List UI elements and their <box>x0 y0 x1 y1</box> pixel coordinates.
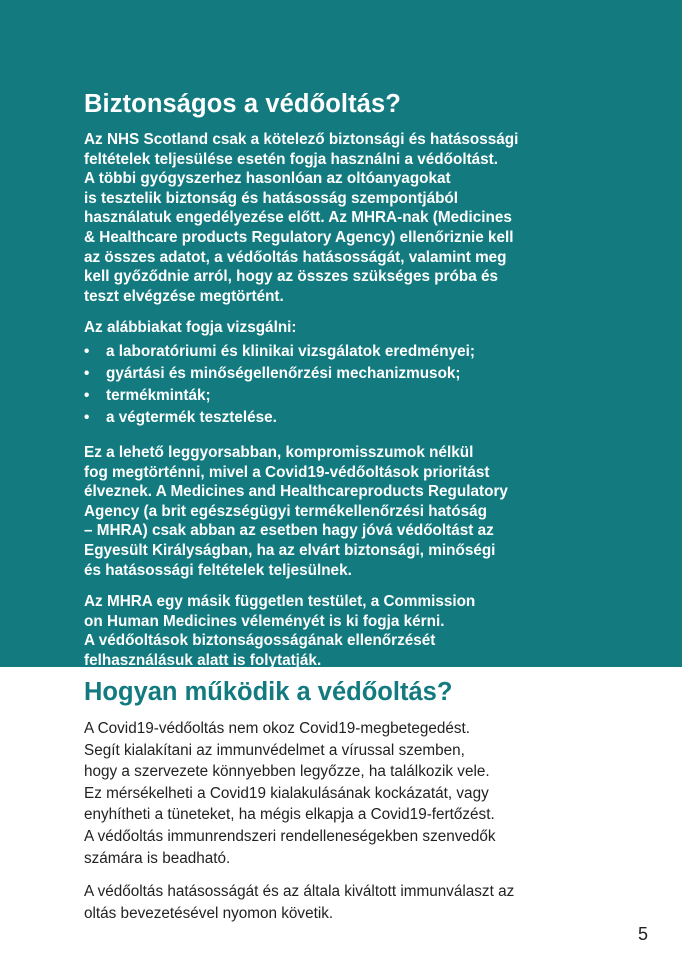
check-list-intro: Az alábbiakat fogja vizsgálni: <box>84 319 297 337</box>
list-item <box>84 363 644 385</box>
bullet-icon: • <box>84 386 90 404</box>
safety-paragraph-2: Ez a lehető leggyorsabban, kompromisszumok nélkül fog megtörténni, mivel a Covid19-védőoltások prioritást élveznek. A Medicines and Healthcareproducts Regulatory Agency (a brit egészségügyi termékellenőrzési hatóság – MHRA) csak abban az esetben hagy jóvá védőoltást az Egyesült Királyságban, ha az elvárt biztonsági, minőségi és hatásossági feltételek teljesülnek. <box>84 443 508 579</box>
check-list <box>84 341 644 429</box>
how-it-works-section <box>84 676 644 936</box>
section-title-safety: Biztonságos a védőoltás? <box>84 90 401 118</box>
safety-paragraph-1: Az NHS Scotland csak a kötelező biztonsági és hatásossági feltételek teljesülése esetén fogja használni a védőoltást. A többi gyógyszerhez hasonlóan az oltóanyagokat is tesztelik biztonság és hatásosság szempontjából használatuk engedélyezése előtt. Az MHRA-nak (Medicines & Healthcare products Regulatory Agency) ellenőriznie kell az összes adatot, a védőoltás hatásosságát, valamint meg kell győződnie arról, hogy az összes szükséges próba és teszt elvégzése megtörtént. <box>84 131 519 305</box>
list-item <box>84 341 644 363</box>
list-item-text: termékminták; <box>106 386 211 404</box>
bullet-icon: • <box>84 364 90 382</box>
list-item-text: a végtermék tesztelése. <box>106 408 277 426</box>
section-title-how-it-works: Hogyan működik a védőoltás? <box>84 678 453 706</box>
safety-section <box>84 88 644 682</box>
list-item-text: gyártási és minőségellenőrzési mechanizmusok; <box>106 364 461 382</box>
list-item <box>84 407 644 429</box>
bullet-icon: • <box>84 408 90 426</box>
list-item <box>84 385 644 407</box>
how-it-works-paragraph-1: A Covid19-védőoltás nem okoz Covid19-megbetegedést. Segít kialakítani az immunvédelmet a vírussal szemben, hogy a szervezete könnyebben legyőzze, ha találkozik vele. Ez mérsékelheti a Covid19 kialakulásának kockázatát, vagy enyhítheti a tüneteket, ha mégis elkapja a Covid19-fertőzést. A védőoltás immunrendszeri rendelleneségekben szenvedők számára is beadható. <box>84 720 496 867</box>
list-item-text: a laboratóriumi és klinikai vizsgálatok eredményei; <box>106 342 475 360</box>
page-number: 5 <box>637 924 648 944</box>
how-it-works-paragraph-2: A védőoltás hatásosságát és az általa kiváltott immunválaszt az oltás bevezetésével nyomon követik. <box>84 883 515 922</box>
bullet-icon: • <box>84 342 90 360</box>
safety-paragraph-3: Az MHRA egy másik független testület, a Commission on Human Medicines véleményét is ki fogja kérni. A védőoltások biztonságosságának ellenőrzését felhasználásuk alatt is folytatják. <box>84 593 476 669</box>
